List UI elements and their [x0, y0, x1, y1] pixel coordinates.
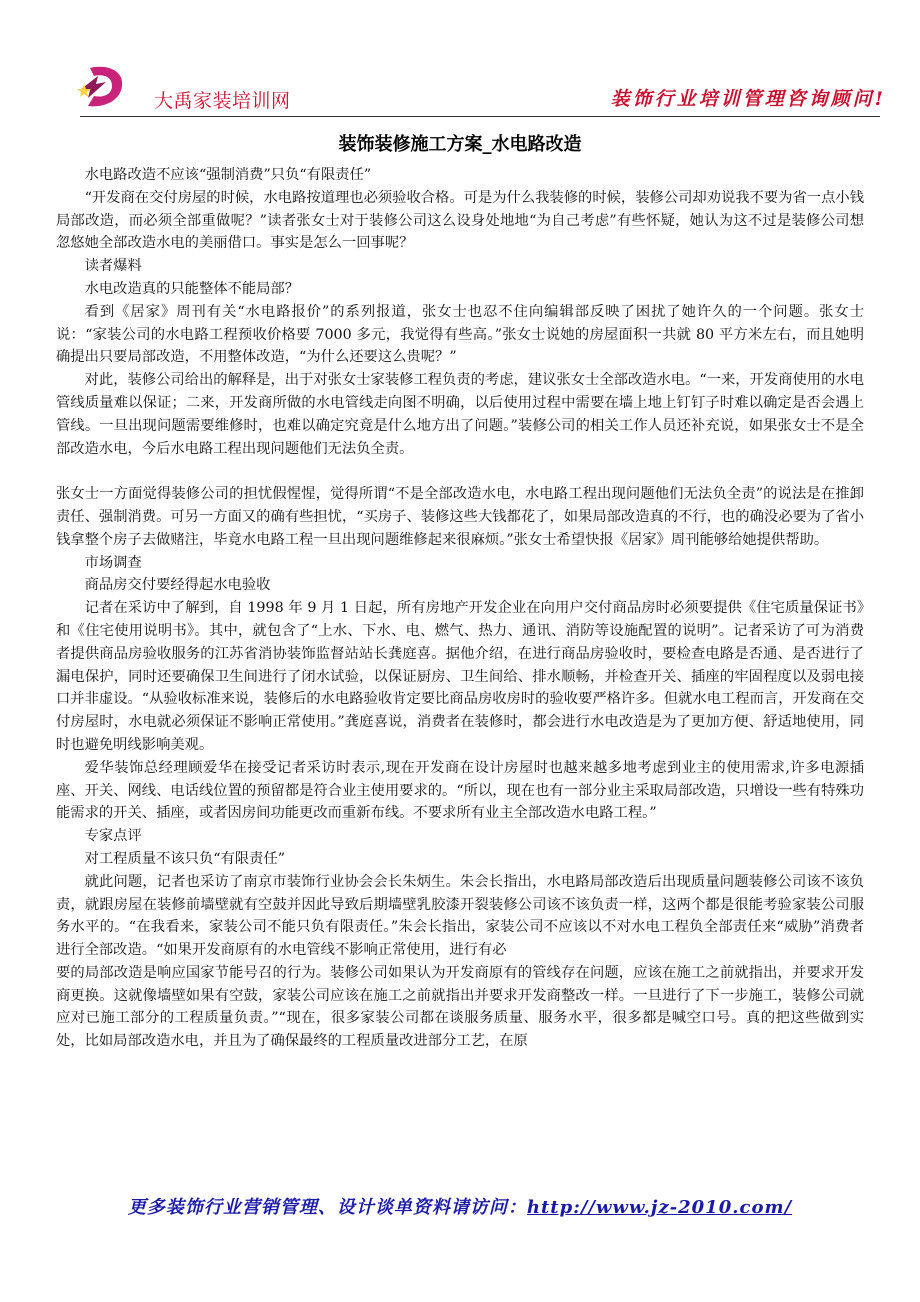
- document-title: 装饰装修施工方案_水电路改造: [338, 134, 582, 155]
- blank-line: [56, 460, 864, 483]
- subheading: 商品房交付要经得起水电验收: [84, 577, 271, 594]
- paragraph: 要的局部改造是响应国家节能号召的行为。装修公司如果认为开发商原有的管线存在问题，应该在施工之前就指出，并要求开发商更换。这就像墙壁如果有空鼓，家装公司应该在施工之前就指出并要求开发商整改一样。一旦进行了下一步施工，装修公司就应对已施工部分的工程质量负责。”“现在，很多家装公司都在谈服务质量、服务水平，很多都是喊空口号。真的把这些做到实处，比如局部改造水电，并且为了确保最终的工程质量改进部分工艺，在原: [56, 964, 864, 1050]
- section-heading: 专家点评: [84, 828, 142, 845]
- page-header: [76, 62, 886, 114]
- section-heading: 读者爆料: [84, 258, 142, 275]
- paragraph: 看到《居家》周刊有关“水电路报价”的系列报道，张女士也忍不住向编辑部反映了困扰了她许久的一个问题。张女士说：“家装公司的水电路工程预收价格要 7000 多元，我觉得有些高。”张女士说她的房屋面积一共就 80 平方米左右，而且她明确提出只要局部改造，不用整体改造，“为什么还要这么贵呢？”: [56, 303, 864, 366]
- section-heading: 市场调查: [84, 554, 142, 571]
- subheading: 对工程质量不该只负“有限责任”: [84, 850, 286, 867]
- footer-link[interactable]: http://www.jz-2010.com/: [526, 1197, 793, 1218]
- paragraph-lead: 水电路改造不应该“强制消费”只负“有限责任”: [84, 167, 372, 183]
- document-body: [56, 164, 864, 1053]
- site-name: 大禹家装培训网: [154, 90, 291, 112]
- page-footer: [0, 1193, 920, 1219]
- footer-text: 更多装饰行业营销管理、设计谈单资料请访问：: [127, 1197, 527, 1218]
- header-divider: [80, 116, 880, 117]
- paragraph: 爱华装饰总经理顾爱华在接受记者采访时表示,现在开发商在设计房屋时也越来越多地考虑到业主的使用需求,许多电源插座、开关、网线、电话线位置的预留都是符合业主使用要求的。“所以，现在也有一部分业主采取局部改造，只增设一些有特殊功能需求的开关、插座，或者因房间功能更改而重新布线。不要求所有业主全部改造水电路工程。”: [56, 759, 864, 822]
- paragraph: 就此问题，记者也采访了南京市装饰行业协会会长朱炳生。朱会长指出，水电路局部改造后出现质量问题装修公司该不该负责，就跟房屋在装修前墙壁就有空鼓并因此导致后期墙壁乳胶漆开裂装修公司该不该负责一样，这两个都是很能考验家装公司服务水平的。“在我看来，家装公司不能只负有限责任。”朱会长指出，家装公司不应该以不对水电工程负全部责任来“威胁”消费者进行全部改造。“如果开发商原有的水电管线不影响正常使用，进行有必: [56, 873, 864, 959]
- header-slogan: 装饰行业培训管理咨询顾问!: [610, 88, 886, 110]
- paragraph: 张女士一方面觉得装修公司的担忧假惺惺，觉得所谓“不是全部改造水电，水电路工程出现问题他们无法负全责”的说法是在推卸责任、强制消费。可另一方面又的确有些担忧，“买房子、装修这些大钱都花了，如果局部改造真的不行，也的确没必要为了省小钱拿整个房子去做赌注，毕竟水电路工程一旦出现问题维修起来很麻烦。”张女士希望快报《居家》周刊能够给她提供帮助。: [56, 486, 864, 548]
- paragraph: 记者在采访中了解到，自 1998 年 9 月 1 日起，所有房地产开发企业在向用户交付商品房时必须要提供《住宅质量保证书》和《住宅使用说明书》。其中，就包含了“上水、下水、电、燃气、热力、通讯、消防等设施配置的说明”。记者采访了可为消费者提供商品房验收服务的江苏省消协装饰监督站站长龚庭喜。据他介绍，在进行商品房验收时，要检查电路是否通、是否进行了漏电保护，同时还要确保卫生间进行了闭水试验，以保证厨房、卫生间给、排水顺畅，并检查开关、插座的牢固程度以及弱电接口并非虚设。“从验收标准来说，装修后的水电路验收肯定要比商品房收房时的验收要严格许多。但就水电工程而言，开发商在交付房屋时，水电就必须保证不影响正常使用。”龚庭喜说，消费者在装修时，都会进行水电改造是为了更加方便、舒适地使用，同时也避免明线影响美观。: [56, 600, 864, 753]
- dayu-logo-icon: [76, 62, 128, 112]
- paragraph: “开发商在交付房屋的时候，水电路按道理也必须验收合格。可是为什么我装修的时候，装修公司却劝说我不要为省一点小钱局部改造，而必须全部重做呢？”读者张女士对于装修公司这么设身处地地“为自己考虑”有些怀疑，她认为这不过是装修公司想忽悠她全部改造水电的美丽借口。事实是怎么一回事呢？: [56, 189, 864, 252]
- subheading: 水电改造真的只能整体不能局部？: [84, 280, 300, 297]
- paragraph: 对此，装修公司给出的解释是，出于对张女士家装修工程负责的考虑，建议张女士全部改造水电。“一来，开发商使用的水电管线质量难以保证；二来，开发商所做的水电管线走向图不明确，以后使用过程中需要在墙上地上钉钉子时难以确定是否会遇上管线。一旦出现问题需要维修时，也难以确定究竟是什么地方出了问题。”装修公司的相关工作人员还补充说，如果张女士不是全部改造水电，今后水电路工程出现问题他们无法负全责。: [56, 372, 864, 457]
